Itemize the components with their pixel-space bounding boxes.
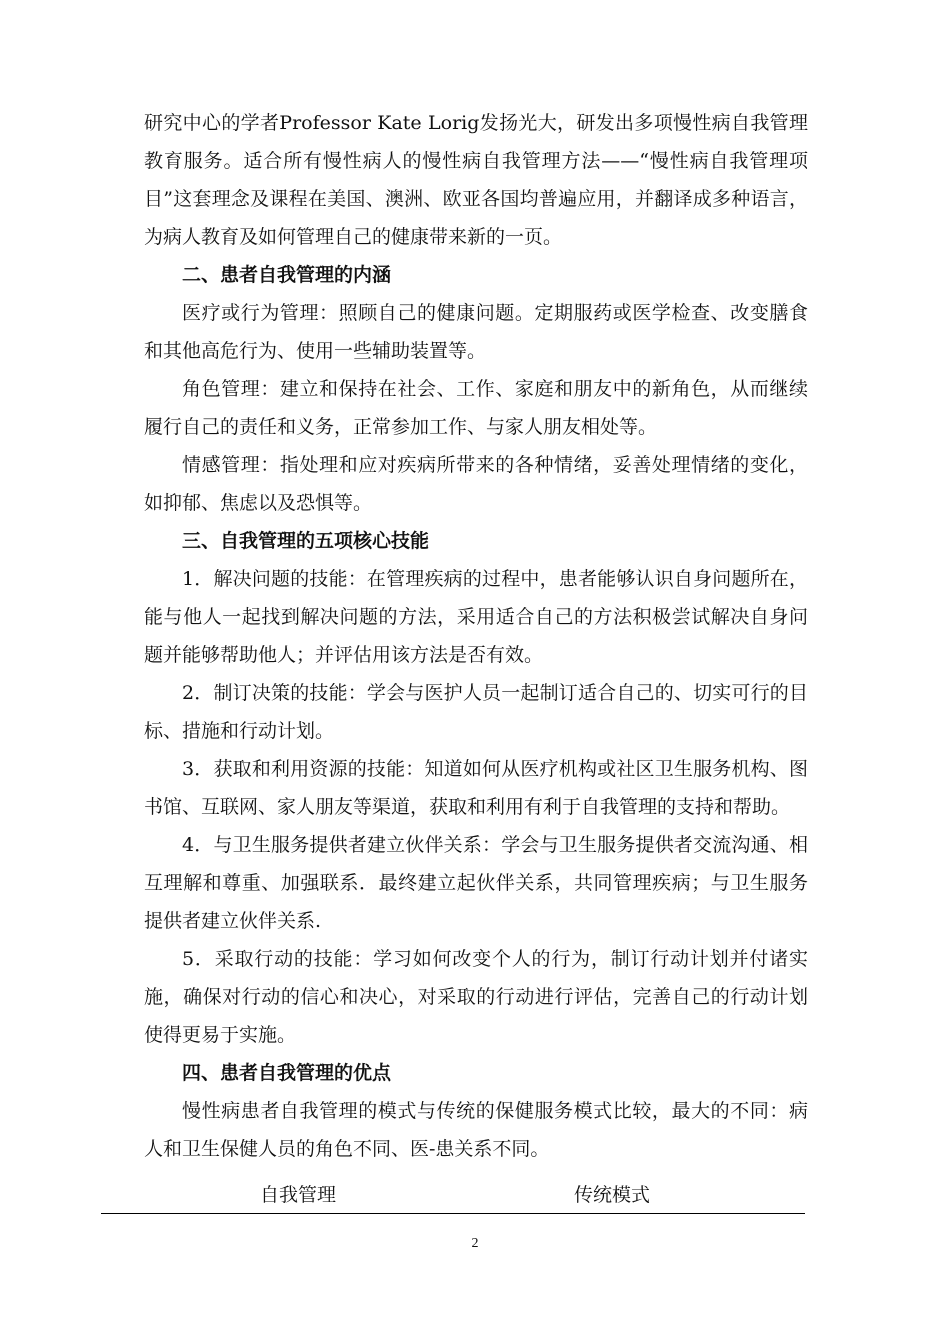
body-paragraph: 1．解决问题的技能：在管理疾病的过程中，患者能够认识自身问题所在，能与他人一起找到解决问题的方法，采用适合自己的方法积极尝试解决自身问题并能够帮助他人；并评估用该方法是否有效。 xyxy=(144,568,808,666)
body-paragraph: 研究中心的学者Professor Kate Lorig发扬光大，研发出多项慢性病自我管理教育服务。适合所有慢性病人的慢性病自我管理方法——“慢性病自我管理项目”这套理念及课程在美国、澳洲、欧亚各国均普遍应用，并翻译成多种语言，为病人教育及如何管理自己的健康带来新的一页。 xyxy=(144,112,808,248)
table-header-traditional-model: 传统模式 xyxy=(574,1184,651,1206)
section-heading: 二、患者自我管理的内涵 xyxy=(182,264,392,286)
page-number: 2 xyxy=(471,1236,479,1251)
body-paragraph: 2．制订决策的技能：学会与医护人员一起制订适合自己的、切实可行的目标、措施和行动计划。 xyxy=(144,682,808,742)
body-paragraph: 5．采取行动的技能：学习如何改变个人的行为，制订行动计划并付诸实施，确保对行动的信心和决心，对采取的行动进行评估，完善自己的行动计划使得更易于实施。 xyxy=(144,948,808,1046)
section-heading: 三、自我管理的五项核心技能 xyxy=(182,530,430,552)
table-rule-line xyxy=(101,1213,805,1214)
body-paragraph: 医疗或行为管理：照顾自己的健康问题。定期服药或医学检查、改变膳食和其他高危行为、使用一些辅助装置等。 xyxy=(144,302,808,362)
document-body xyxy=(144,104,808,1168)
comparison-table-header xyxy=(144,1176,808,1214)
body-paragraph: 角色管理：建立和保持在社会、工作、家庭和朋友中的新角色，从而继续履行自己的责任和义务，正常参加工作、与家人朋友相处等。 xyxy=(144,378,808,438)
body-paragraph: 情感管理：指处理和应对疾病所带来的各种情绪，妥善处理情绪的变化，如抑郁、焦虑以及恐惧等。 xyxy=(144,454,808,514)
body-paragraph: 4．与卫生服务提供者建立伙伴关系：学会与卫生服务提供者交流沟通、相互理解和尊重、加强联系．最终建立起伙伴关系，共同管理疾病；与卫生服务提供者建立伙伴关系. xyxy=(144,834,808,932)
body-paragraph: 3．获取和利用资源的技能：知道如何从医疗机构或社区卫生服务机构、图书馆、互联网、家人朋友等渠道，获取和利用有利于自我管理的支持和帮助。 xyxy=(144,758,808,818)
table-header-self-management: 自我管理 xyxy=(260,1184,337,1206)
section-heading: 四、患者自我管理的优点 xyxy=(182,1062,392,1084)
body-paragraph: 慢性病患者自我管理的模式与传统的保健服务模式比较，最大的不同：病人和卫生保健人员的角色不同、医-患关系不同。 xyxy=(144,1100,808,1160)
